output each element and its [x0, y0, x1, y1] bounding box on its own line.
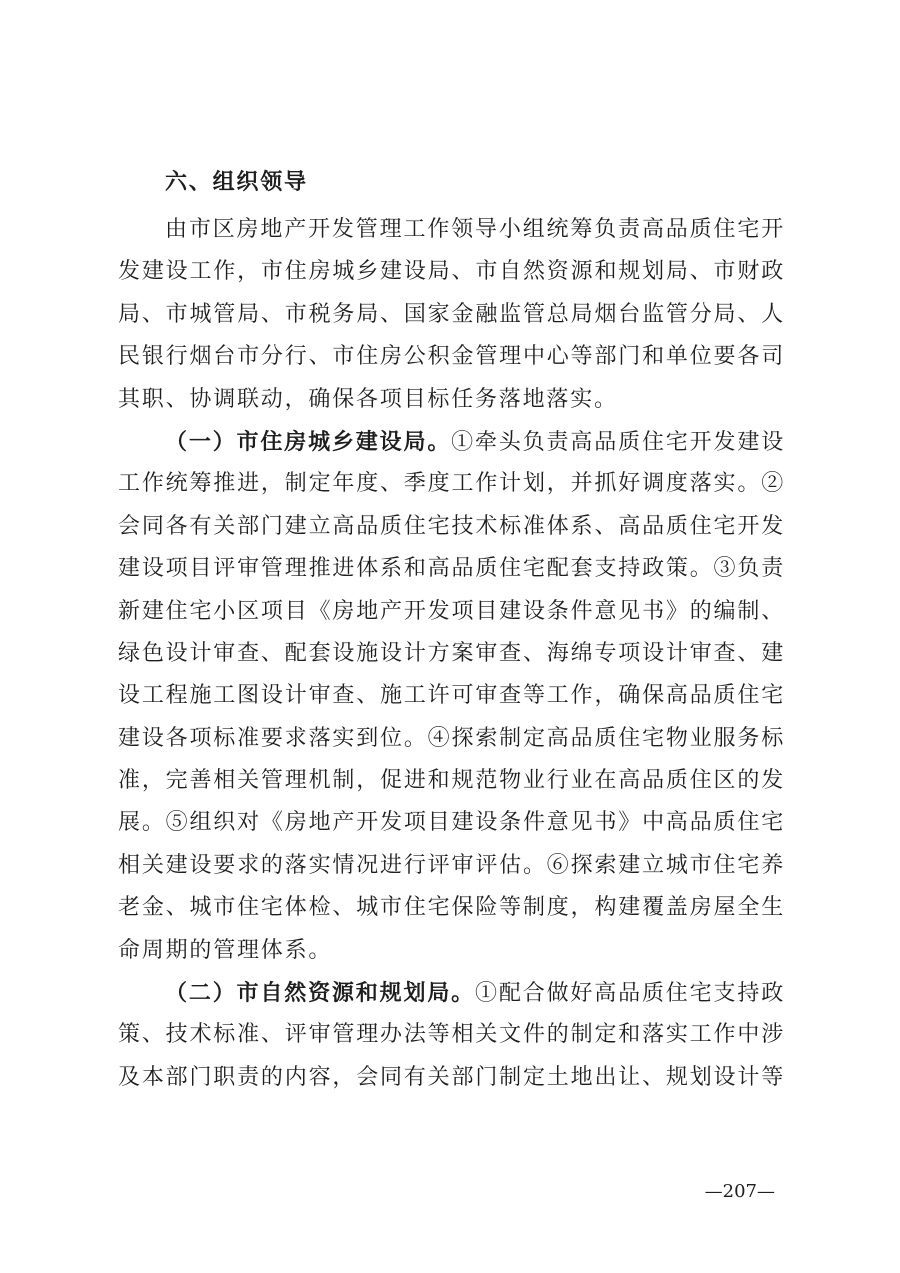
section2-first-line: ①配合做好高品质住宅支持政	[475, 981, 785, 1007]
paragraph-line: 绿色设计审查、配套设施设计方案审查、海绵专项设计审查、建	[118, 640, 785, 666]
paragraph-line: 命周期的管理体系。	[118, 937, 333, 963]
page-number: —207—	[704, 1181, 775, 1202]
intro-paragraph	[118, 209, 785, 421]
paragraph-line: 建设项目评审管理推进体系和高品质住宅配套支持政策。③负责	[118, 556, 785, 582]
paragraph-line: 老金、城市住宅体检、城市住宅保险等制度，构建覆盖房屋全生	[118, 895, 785, 921]
paragraph-line: 工作统筹推进，制定年度、季度工作计划，并抓好调度落实。②	[118, 471, 785, 497]
section-heading: 六、组织领导	[165, 170, 308, 195]
paragraph-line	[165, 972, 785, 1014]
section1-paragraph	[118, 421, 785, 972]
paragraph-line: 会同各有关部门建立高品质住宅技术标准体系、高品质住宅开发	[118, 513, 785, 539]
section2-paragraph	[118, 972, 785, 1099]
section1-first-line: ①牵头负责高品质住宅开发建设	[451, 429, 785, 455]
paragraph-line: 展。⑤组织对《房地产开发项目建设条件意见书》中高品质住宅	[118, 810, 785, 836]
paragraph-line: 相关建设要求的落实情况进行评审评估。⑥探索建立城市住宅养	[118, 852, 785, 878]
paragraph-line: 准，完善相关管理机制，促进和规范物业行业在高品质住区的发	[118, 768, 785, 794]
paragraph-line: 发建设工作，市住房城乡建设局、市自然资源和规划局、市财政	[118, 259, 785, 285]
paragraph-line: 及本部门职责的内容，会同有关部门制定土地出让、规划设计等	[118, 1064, 785, 1090]
paragraph-line: 局、市城管局、市税务局、国家金融监管总局烟台监管分局、人	[118, 301, 785, 327]
section2-lead: （二）市自然资源和规划局。	[165, 980, 476, 1007]
paragraph-line: 民银行烟台市分行、市住房公积金管理中心等部门和单位要各司	[118, 344, 785, 370]
paragraph-line: 建设各项标准要求落实到位。④探索制定高品质住宅物业服务标	[118, 725, 785, 751]
paragraph-line: 新建住宅小区项目《房地产开发项目建设条件意见书》的编制、	[118, 598, 785, 624]
paragraph-line: 由市区房地产开发管理工作领导小组统筹负责高品质住宅开	[165, 217, 785, 242]
section1-lead: （一）市住房城乡建设局。	[165, 428, 452, 455]
paragraph-line: 策、技术标准、评审管理办法等相关文件的制定和落实工作中涉	[118, 1022, 785, 1048]
document-body	[118, 162, 785, 1099]
paragraph-line	[165, 421, 785, 463]
paragraph-line: 其职、协调联动，确保各项目标任务落地落实。	[118, 386, 618, 412]
paragraph-line: 设工程施工图设计审查、施工许可审查等工作，确保高品质住宅	[118, 683, 785, 709]
